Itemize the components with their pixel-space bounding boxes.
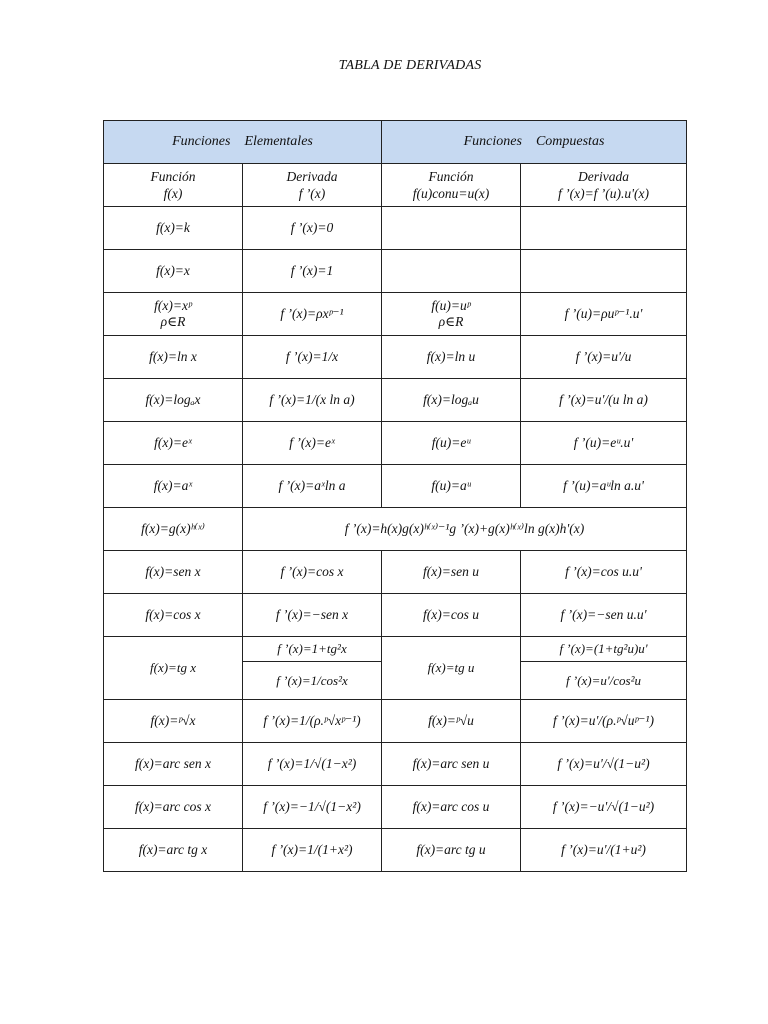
cell-composite-function: f(x)=logₐu	[382, 379, 521, 422]
table-row	[104, 250, 687, 293]
cell-function: f(x)=tg x	[104, 637, 243, 700]
table-row	[104, 465, 687, 508]
cell-derivative: f ’(x)=−sen x	[243, 594, 382, 637]
cell-derivative: f ’(x)=1+tg²x	[243, 637, 382, 662]
col-header-derivada-compuesta: Derivada f ’(x)=f ’(u).u'(x)	[521, 164, 687, 207]
table-row	[104, 637, 687, 662]
cell-function: f(x)=g(x)ʰ⁽ˣ⁾	[104, 508, 243, 551]
group-header-compuestas: Funciones Compuestas	[382, 121, 687, 164]
cell-derivative: f ’(x)=1/(1+x²)	[243, 829, 382, 872]
table-row	[104, 700, 687, 743]
derivatives-table	[103, 120, 687, 872]
cell-composite-derivative: f ’(x)=u'/√(1−u²)	[521, 743, 687, 786]
cell-composite-derivative: f ’(x)=u'/u	[521, 336, 687, 379]
cell-function: f(x)=arc cos x	[104, 786, 243, 829]
cell-composite-function: f(u)=eᵘ	[382, 422, 521, 465]
cell-function: f(x)=cos x	[104, 594, 243, 637]
col-header-funcion-compuesta: Función f(u)conu=u(x)	[382, 164, 521, 207]
cell-derivative: f ’(x)=1/√(1−x²)	[243, 743, 382, 786]
cell-function: f(x)=logₐx	[104, 379, 243, 422]
cell-composite-derivative: f ’(x)=cos u.u'	[521, 551, 687, 594]
cell-composite-function: f(x)=arc cos u	[382, 786, 521, 829]
cell-function: f(x)=sen x	[104, 551, 243, 594]
cell-composite-derivative: f ’(u)=aᵘln a.u'	[521, 465, 687, 508]
cell-derivative: f ’(x)=1/x	[243, 336, 382, 379]
cell-composite-derivative: f ’(x)=(1+tg²u)u'	[521, 637, 687, 662]
cell-composite-derivative: f ’(x)=u'/(1+u²)	[521, 829, 687, 872]
table-row	[104, 551, 687, 594]
cell-derivative: f ’(x)=1/(x ln a)	[243, 379, 382, 422]
cell-function: f(x)=xᵖ ρ∈R	[104, 293, 243, 336]
cell-function: f(x)=ᵖ√x	[104, 700, 243, 743]
table-row	[104, 422, 687, 465]
cell-composite-function: f(u)=uᵖ ρ∈R	[382, 293, 521, 336]
cell-composite-function: f(x)=arc tg u	[382, 829, 521, 872]
cell-composite-function: f(x)=cos u	[382, 594, 521, 637]
cell-composite-derivative: f ’(u)=eᵘ.u'	[521, 422, 687, 465]
cell-composite-function: f(x)=tg u	[382, 637, 521, 700]
cell-derivative: f ’(x)=1/(ρ.ᵖ√xᵖ⁻¹)	[243, 700, 382, 743]
table-row	[104, 829, 687, 872]
cell-composite-derivative: f ’(x)=u'/(u ln a)	[521, 379, 687, 422]
cell-function: f(x)=aˣ	[104, 465, 243, 508]
page-title: TABLA DE DERIVADAS	[338, 58, 482, 73]
cell-composite-derivative	[521, 207, 687, 250]
cell-function: f(x)=arc sen x	[104, 743, 243, 786]
group-header-elementales: Funciones Elementales	[104, 121, 382, 164]
cell-function: f(x)=arc tg x	[104, 829, 243, 872]
cell-function: f(x)=k	[104, 207, 243, 250]
cell-derivative: f ’(x)=eˣ	[243, 422, 382, 465]
cell-derivative: f ’(x)=1/cos²x	[243, 662, 382, 700]
cell-derivative: f ’(x)=−1/√(1−x²)	[243, 786, 382, 829]
cell-composite-derivative	[521, 250, 687, 293]
cell-function: f(x)=eˣ	[104, 422, 243, 465]
cell-derivative: f ’(x)=1	[243, 250, 382, 293]
table-row	[104, 743, 687, 786]
cell-function: f(x)=ln x	[104, 336, 243, 379]
cell-composite-function: f(u)=aᵘ	[382, 465, 521, 508]
cell-composite-function: f(x)=ᵖ√u	[382, 700, 521, 743]
table-row	[104, 336, 687, 379]
cell-composite-function	[382, 250, 521, 293]
table-row	[104, 508, 687, 551]
cell-composite-derivative: f ’(x)=u'/cos²u	[521, 662, 687, 700]
cell-derivative: f ’(x)=ρxᵖ⁻¹	[243, 293, 382, 336]
cell-composite-function: f(x)=ln u	[382, 336, 521, 379]
col-header-funcion: Función f(x)	[104, 164, 243, 207]
cell-composite-function	[382, 207, 521, 250]
table-row	[104, 207, 687, 250]
cell-composite-derivative: f ’(x)=−u'/√(1−u²)	[521, 786, 687, 829]
cell-composite-derivative: f ’(x)=u'/(ρ.ᵖ√uᵖ⁻¹)	[521, 700, 687, 743]
cell-composite-function: f(x)=sen u	[382, 551, 521, 594]
cell-composite-function: f(x)=arc sen u	[382, 743, 521, 786]
table-row	[104, 379, 687, 422]
cell-composite-derivative: f ’(x)=−sen u.u'	[521, 594, 687, 637]
cell-derivative: f ’(x)=0	[243, 207, 382, 250]
cell-composite-derivative: f ’(u)=ρuᵖ⁻¹.u'	[521, 293, 687, 336]
col-header-derivada: Derivada f ’(x)	[243, 164, 382, 207]
cell-derivative: f ’(x)=aˣln a	[243, 465, 382, 508]
table-row	[104, 786, 687, 829]
cell-derivative: f ’(x)=cos x	[243, 551, 382, 594]
table-row	[104, 594, 687, 637]
table-row	[104, 293, 687, 336]
cell-derivative-wide: f ’(x)=h(x)g(x)ʰ⁽ˣ⁾⁻¹g ’(x)+g(x)ʰ⁽ˣ⁾ln g(x)h'(x)	[243, 508, 687, 551]
cell-function: f(x)=x	[104, 250, 243, 293]
